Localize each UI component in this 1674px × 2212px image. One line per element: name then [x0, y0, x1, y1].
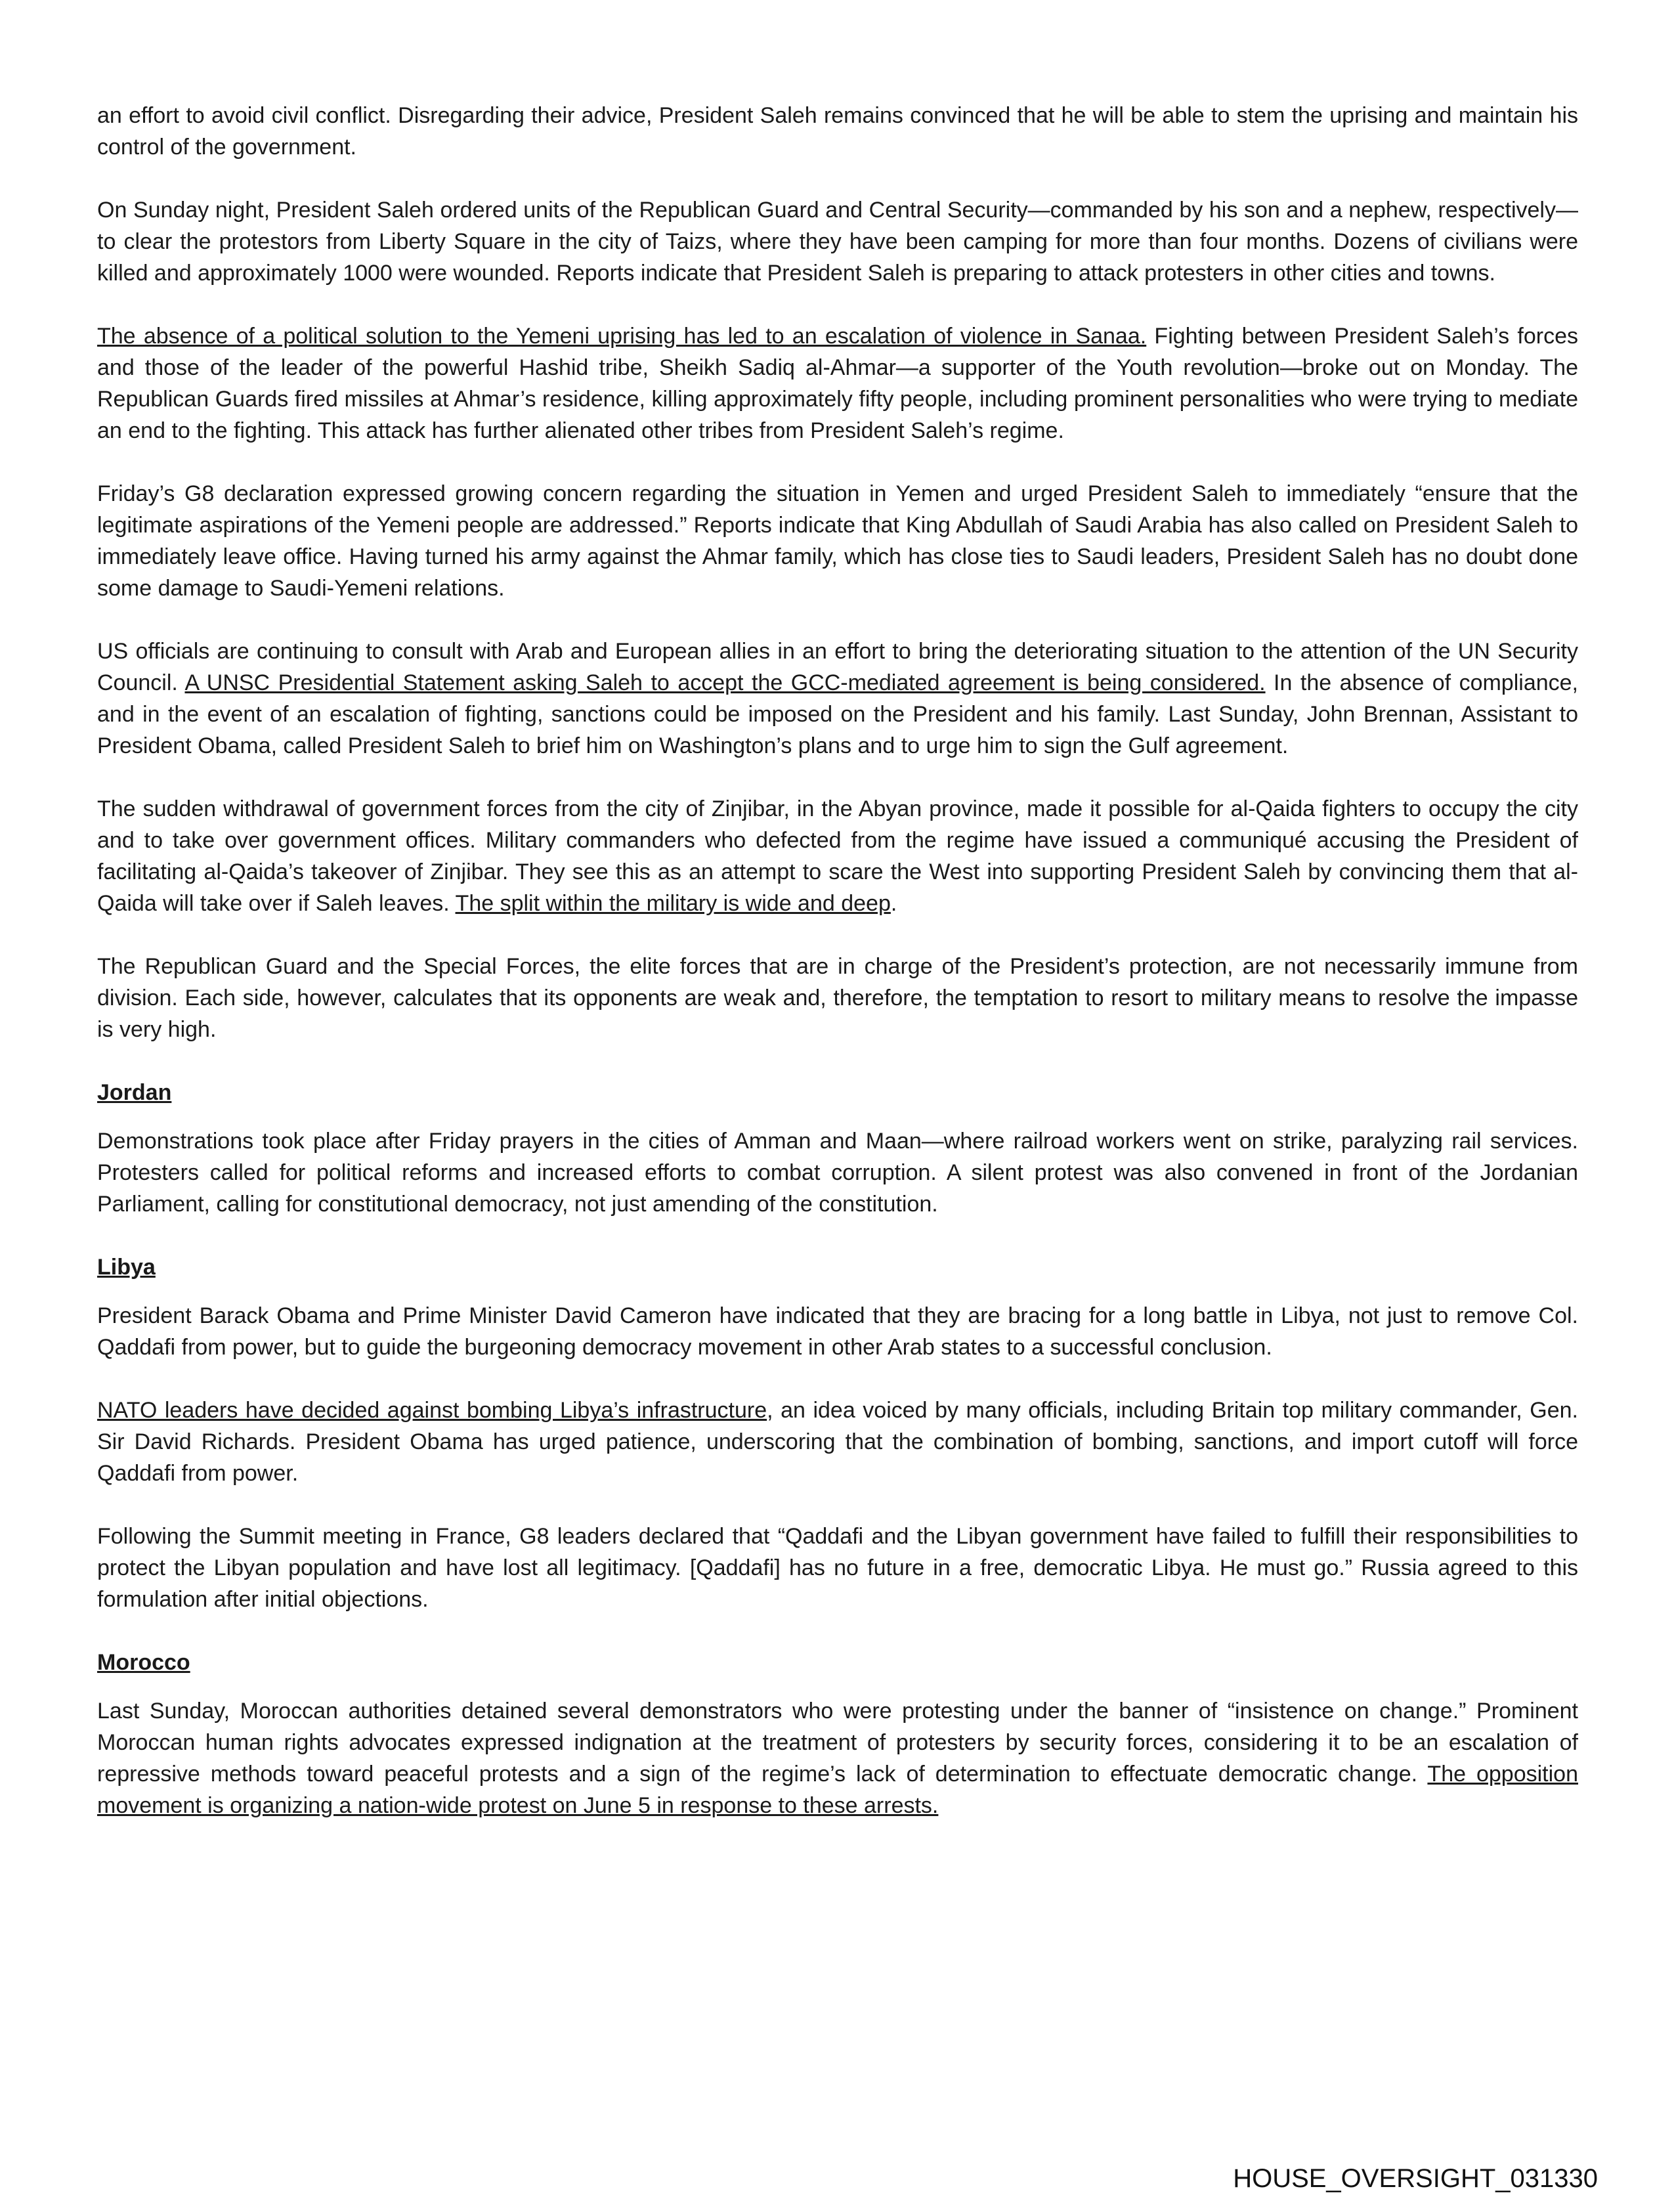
heading-text: Morocco — [97, 1650, 190, 1675]
underlined-text-run: The split within the military is wide and deep — [455, 891, 891, 916]
document-content — [97, 100, 1578, 1853]
text-run: Fighting between President Saleh’s forces and those of the leader of the powerful Hashid tribe, Sheikh Sadiq al-Ahmar—a supporter of the Youth revolution—broke out on Monday. The Republican Guards fired missiles at Ahmar’s residence, killing approximately fifty people, including prominent personalities who were trying to mediate an end to the fighting. This attack has further alienated other tribes from President Saleh’s regime. — [97, 324, 1578, 443]
paragraph-libya-obama-cameron — [97, 1300, 1578, 1363]
text-run: The Republican Guard and the Special Forces, the elite forces that are in charge of the President’s protection, are not necessarily immune from division. Each side, however, calculates that its opponents are weak and, therefore, the temptation to resort to military means to resolve the impasse is very high. — [97, 954, 1578, 1042]
text-run: President Barack Obama and Prime Minister David Cameron have indicated that they are bracing for a long battle in Libya, not just to remove Col. Qaddafi from power, but to guide the burgeoning democracy movement in other Arab states to a successful conclusion. — [97, 1303, 1578, 1360]
text-run: Following the Summit meeting in France, G8 leaders declared that “Qaddafi and the Libyan government have failed to fulfill their responsibilities to protect the Libyan population and have lost all legitimacy. [Qaddafi] has no future in a free, democratic Libya. He must go.” Russia agreed to this formulation after initial objections. — [97, 1524, 1578, 1612]
text-run: , an idea voiced by many officials, including Britain top military commander, Gen. Sir David Richards. President Obama has urged patience, underscoring that the combination of bombing, sanctions, and import cutoff will force Qaddafi from power. — [97, 1398, 1578, 1486]
paragraph-yemen-zinjibar — [97, 793, 1578, 919]
section-heading-libya — [97, 1251, 1578, 1283]
text-run: In the absence of compliance, and in the event of an escalation of fighting, sanctions could be imposed on the President and his family. Last Sunday, John Brennan, Assistant to President Obama, called President Saleh to brief him on Washington’s plans and to urge him to sign the Gulf agreement. — [97, 670, 1578, 758]
text-run: . — [890, 891, 897, 916]
paragraph-libya-g8-summit — [97, 1521, 1578, 1615]
paragraph-yemen-g8-declaration — [97, 478, 1578, 604]
paragraph-yemen-unsc — [97, 636, 1578, 762]
heading-text: Jordan — [97, 1080, 172, 1105]
paragraph-morocco-detentions — [97, 1695, 1578, 1821]
paragraph-yemen-liberty-square — [97, 194, 1578, 289]
underlined-text-run: A UNSC Presidential Statement asking Saleh to accept the GCC-mediated agreement is being considered. — [184, 670, 1266, 695]
paragraph-jordan-demonstrations — [97, 1125, 1578, 1220]
text-run: On Sunday night, President Saleh ordered units of the Republican Guard and Central Security—commanded by his son and a nephew, respectively—to clear the protestors from Liberty Square in the city of Taizs, where they have been camping for more than four months. Dozens of civilians were killed and approximately 1000 were wounded. Reports indicate that President Saleh is preparing to attack protesters in other cities and towns. — [97, 198, 1578, 286]
paragraph-libya-nato — [97, 1395, 1578, 1489]
bates-number: HOUSE_OVERSIGHT_031330 — [1233, 2164, 1598, 2193]
heading-text: Libya — [97, 1255, 156, 1280]
paragraph-yemen-continuation — [97, 100, 1578, 163]
text-run: an effort to avoid civil conflict. Disregarding their advice, President Saleh remains convinced that he will be able to stem the uprising and maintain his control of the government. — [97, 103, 1578, 160]
paragraph-yemen-escalation — [97, 320, 1578, 446]
text-run: US officials are continuing to consult with Arab and European allies in an effort to bring the deteriorating situation to the attention of the UN Security Council. — [97, 639, 1578, 695]
text-run: Last Sunday, Moroccan authorities detained several demonstrators who were protesting under the banner of “insistence on change.” Prominent Moroccan human rights advocates expressed indignation at the treatment of protesters by security forces, considering it to be an escalation of repressive methods toward peaceful protests and a sign of the regime’s lack of determination to effectuate democratic change. — [97, 1699, 1578, 1787]
section-heading-jordan — [97, 1077, 1578, 1108]
text-run: Friday’s G8 declaration expressed growing concern regarding the situation in Yemen and urged President Saleh to immediately “ensure that the legitimate aspirations of the Yemeni people are addressed.” Reports indicate that King Abdullah of Saudi Arabia has also called on President Saleh to immediately leave office. Having turned his army against the Ahmar family, which has close ties to Saudi leaders, President Saleh has no doubt done some damage to Saudi-Yemeni relations. — [97, 481, 1578, 601]
paragraph-yemen-republican-guard — [97, 951, 1578, 1045]
text-run: Demonstrations took place after Friday prayers in the cities of Amman and Maan—where railroad workers went on strike, paralyzing rail services. Protesters called for political reforms and increased efforts to combat corruption. A silent protest was also convened in front of the Jordanian Parliament, calling for constitutional democracy, not just amending of the constitution. — [97, 1129, 1578, 1217]
text-run: The sudden withdrawal of government forces from the city of Zinjibar, in the Abyan province, made it possible for al-Qaida fighters to occupy the city and to take over government offices. Military commanders who defected from the regime have issued a communiqué accusing the President of facilitating al-Qaida’s takeover of Zinjibar. They see this as an attempt to scare the West into supporting President Saleh by convincing them that al-Qaida will take over if Saleh leaves. — [97, 796, 1578, 916]
underlined-text-run: NATO leaders have decided against bombing Libya’s infrastructure — [97, 1398, 767, 1423]
underlined-text-run: The absence of a political solution to the Yemeni uprising has led to an escalation of violence in Sanaa. — [97, 324, 1147, 349]
section-heading-morocco — [97, 1647, 1578, 1678]
underlined-text-run: The opposition movement is organizing a nation-wide protest on June 5 in response to these arrests. — [97, 1762, 1578, 1818]
